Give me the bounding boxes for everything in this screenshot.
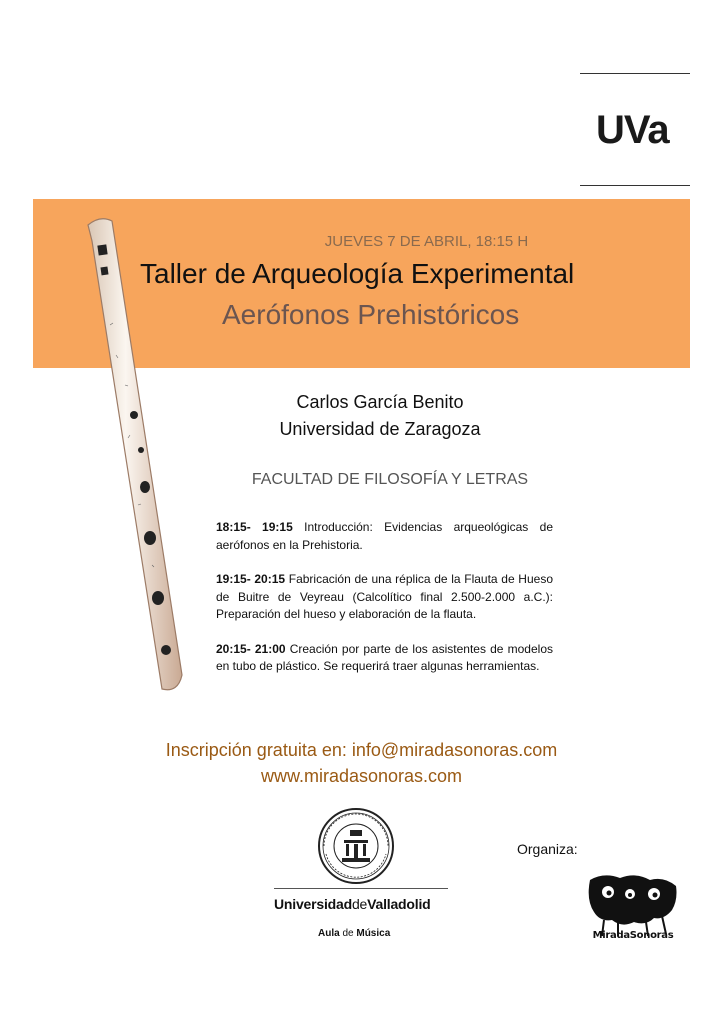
bone-flute-image xyxy=(70,205,220,705)
uva-logo: UVa xyxy=(596,108,669,152)
aula-part: Aula xyxy=(318,928,340,939)
schedule-item xyxy=(216,519,553,554)
logo-rule-top xyxy=(580,73,690,74)
schedule-description: Creación por parte de los asistentes de modelos en tubo de plástico. Se requerirá traer algunas herramientas. xyxy=(216,641,553,673)
schedule-time: 20:15- 21:00 xyxy=(216,641,286,656)
university-name-part: de xyxy=(351,896,368,912)
venue: FACULTAD DE FILOSOFÍA Y LETRAS xyxy=(251,471,529,488)
organizer-label: Organiza: xyxy=(517,841,578,857)
schedule-description: Fabricación de una réplica de la Flauta de Hueso de Buitre de Veyreau (Calcolítico final 2.500-2.000 a.C.): Preparación del hueso y elaboración de la flauta. xyxy=(216,572,553,621)
aula-de-musica xyxy=(318,928,390,939)
schedule-time: 19:15- 20:15 xyxy=(216,572,286,586)
schedule-time: 18:15- 19:15 xyxy=(216,520,293,534)
university-name-part: Valladolid xyxy=(367,896,431,912)
schedule-item xyxy=(216,641,553,676)
registration-info[interactable]: Inscripción gratuita en: info@miradasonoras.com xyxy=(165,740,558,760)
schedule-item xyxy=(216,571,553,624)
website-link[interactable]: www.miradasonoras.com xyxy=(260,766,463,786)
university-seal-icon xyxy=(316,806,396,886)
aula-part: de xyxy=(342,928,354,939)
speaker-name: Carlos García Benito xyxy=(296,392,464,412)
university-name-part: Universidad xyxy=(274,896,352,912)
event-title: Taller de Arqueología Experimental xyxy=(140,258,575,289)
university-name xyxy=(274,896,431,912)
organizer-name: MiradaSonoras xyxy=(592,930,674,941)
event-subtitle: Aerófonos Prehistóricos xyxy=(222,299,520,330)
logo-rule-bottom xyxy=(580,185,690,186)
speaker-university: Universidad de Zaragoza xyxy=(279,419,481,439)
university-rule xyxy=(274,888,448,889)
aula-part: Música xyxy=(356,928,391,939)
schedule-description: Introducción: Evidencias arqueológicas de aerófonos en la Prehistoria. xyxy=(216,520,553,552)
schedule xyxy=(216,519,553,693)
event-date: JUEVES 7 DE ABRIL, 18:15 H xyxy=(324,233,529,250)
